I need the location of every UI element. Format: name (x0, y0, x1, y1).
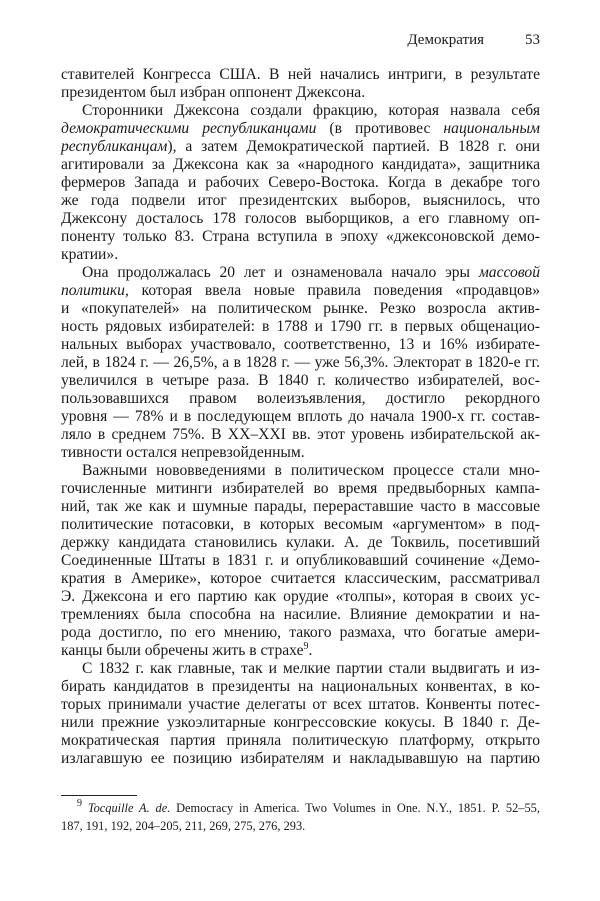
text-run: излагавшую ее позицию избирателям и накладывавшую на партию (61, 750, 540, 767)
text-line (61, 84, 540, 102)
text-line (61, 426, 540, 444)
text-run: держку кандидата становились кулаки. А. де Токвиль, посетивший (61, 534, 540, 551)
text-line (61, 570, 540, 588)
text-line (61, 138, 540, 156)
paragraph (61, 660, 540, 768)
text-run: президентом был избран оппонент Джексона. (61, 84, 366, 101)
text-run: гочисленные митинги избирателей во время предвыборных кампа- (61, 480, 540, 497)
text-line (61, 498, 540, 516)
footnote-divider (61, 795, 137, 796)
text-line (61, 552, 540, 570)
text-line (61, 120, 540, 138)
text-line (61, 228, 540, 246)
text-run: ляло в среднем 75%. В XX–XXI вв. этот уровень избирательской ак- (61, 426, 540, 443)
text-line (61, 408, 540, 426)
text-run: тремлениях была способна на насилие. Влияние демократии и на- (61, 606, 540, 623)
text-line (61, 318, 540, 336)
text-line (61, 624, 540, 642)
text-line (61, 588, 540, 606)
text-line (61, 246, 540, 264)
paragraph (61, 264, 540, 462)
text-line (61, 156, 540, 174)
paragraph (61, 66, 540, 102)
text-line (61, 444, 540, 462)
paragraph (61, 102, 540, 264)
italic-term: политики (61, 282, 125, 299)
text-line (61, 174, 540, 192)
text-line (61, 66, 540, 84)
text-run: кратия в Америке», которое считается классическим, рассматривал (61, 570, 540, 587)
paragraph (61, 462, 540, 660)
text-line (61, 678, 540, 696)
text-run: рода достигло, по его мнению, такого размаха, что богатые амери- (61, 624, 540, 641)
text-line (61, 516, 540, 534)
text-run: С 1832 г. как главные, так и мелкие партии стали выдвигать и из- (82, 660, 540, 677)
text-run: мократическая партия приняла политическую платформу, открыто (61, 732, 540, 749)
text-run: ставителей Конгресса США. В ней начались интриги, в результате (61, 66, 540, 83)
text-run: уровня — 78% и в последующем вплоть до начала 1900-х гг. состав- (61, 408, 540, 425)
italic-term: массовой (478, 264, 540, 281)
text-run: же года подвели итог президентских выборов, выяснилось, что (61, 192, 540, 209)
text-run: и «покупателей» на политическом рынке. Резко возросла актив- (61, 300, 540, 317)
text-line (61, 660, 540, 678)
text-run: фермеров Запада и рабочих Северо-Востока. Когда в декабре того (61, 174, 540, 191)
text-run: (в противовес (316, 120, 444, 137)
italic-term: республиканцам (61, 138, 168, 155)
text-run: Э. Джексона и его партию как орудие «толпы», которая в своих ус- (61, 588, 540, 605)
text-run: нили прежние узкоэлитарные конгрессовские кокусы. В 1840 г. Де- (61, 714, 540, 731)
footnote-text-line: Democracy in America. Two Volumes in One. N.Y., 1851. P. 52–55, (170, 801, 540, 815)
text-line (61, 642, 540, 660)
text-run: политические потасовки, в которых весомым «аргументом» в под- (61, 516, 540, 533)
running-title: Демократия (407, 32, 484, 48)
text-run: Соединенные Штаты в 1831 г. и опубликовавший сочинение «Демо- (61, 552, 540, 569)
text-line (61, 480, 540, 498)
footnote-reference: 9 (303, 641, 309, 652)
text-run: поненту только 83. Страна вступила в эпоху «джексоновской демо- (61, 228, 540, 245)
text-run: Джексону досталось 178 голосов выборщиков, а его главному оп- (61, 210, 540, 227)
running-header (61, 32, 540, 52)
text-line (61, 696, 540, 714)
footnote-marker: 9 (77, 798, 82, 809)
text-run: ний, так же как и шумные парады, перераставшие часто в массовые (61, 498, 540, 515)
text-run: увеличился в четыре раза. В 1840 г. количество избирателей, вос- (61, 372, 540, 389)
body-text (61, 66, 540, 768)
text-line (61, 336, 540, 354)
text-run: бирать кандидатов в президенты на национальных конвентах, в ко- (61, 678, 540, 695)
text-run: ность рядовых избирателей: в 1788 и 1790 гг. в первых общенацио- (61, 318, 540, 335)
page-number: 53 (525, 32, 540, 48)
text-run: Важными нововведениями в политическом процессе стали мно- (82, 462, 540, 479)
italic-term: национальным (443, 120, 541, 137)
footnote-text-line: 187, 191, 192, 204–205, 211, 269, 275, 276, 293. (61, 819, 306, 833)
text-run: пользовавшихся правом волеизъявления, достигло рекордного (61, 390, 540, 407)
italic-term: демократическими республиканцами (61, 120, 317, 137)
text-run: кратии». (61, 246, 119, 263)
text-run: нальных выборах участвовало, соответственно, 13 и 16% избирате- (61, 336, 540, 353)
text-run: лей, в 1824 г. — 26,5%, а в 1828 г. — уже 56,3%. Электорат в 1820-е гг. (61, 354, 540, 371)
text-run: , которая ввела новые правила поведения «продавцов» (124, 282, 540, 299)
text-run: ), а затем Демократической партией. В 1828 г. они (167, 138, 540, 155)
text-run: торых принимали участие делегаты от всех штатов. Конвенты потес- (61, 696, 540, 713)
footnote-author: Tocquille A. de. (87, 801, 171, 815)
text-line (61, 732, 540, 750)
text-run: канцы были обречены жить в страхе (61, 642, 304, 659)
text-line (61, 300, 540, 318)
text-run: . (308, 642, 313, 659)
text-line (61, 282, 540, 300)
text-line (61, 390, 540, 408)
text-line (61, 462, 540, 480)
text-line (61, 606, 540, 624)
text-line (61, 102, 540, 120)
text-run: Сторонники Джексона создали фракцию, которая назвала себя (82, 102, 540, 119)
text-run: тивности остался непревзойденным. (61, 444, 305, 461)
text-line (61, 750, 540, 768)
text-line (61, 714, 540, 732)
text-line (61, 210, 540, 228)
text-line (61, 354, 540, 372)
text-run: агитировали за Джексона как за «народного кандидата», защитника (61, 156, 540, 173)
text-line (61, 534, 540, 552)
text-line (61, 192, 540, 210)
footnote (61, 799, 540, 835)
text-run: Она продолжалась 20 лет и ознаменовала начало эры (82, 264, 479, 281)
text-line (61, 264, 540, 282)
text-line (61, 372, 540, 390)
